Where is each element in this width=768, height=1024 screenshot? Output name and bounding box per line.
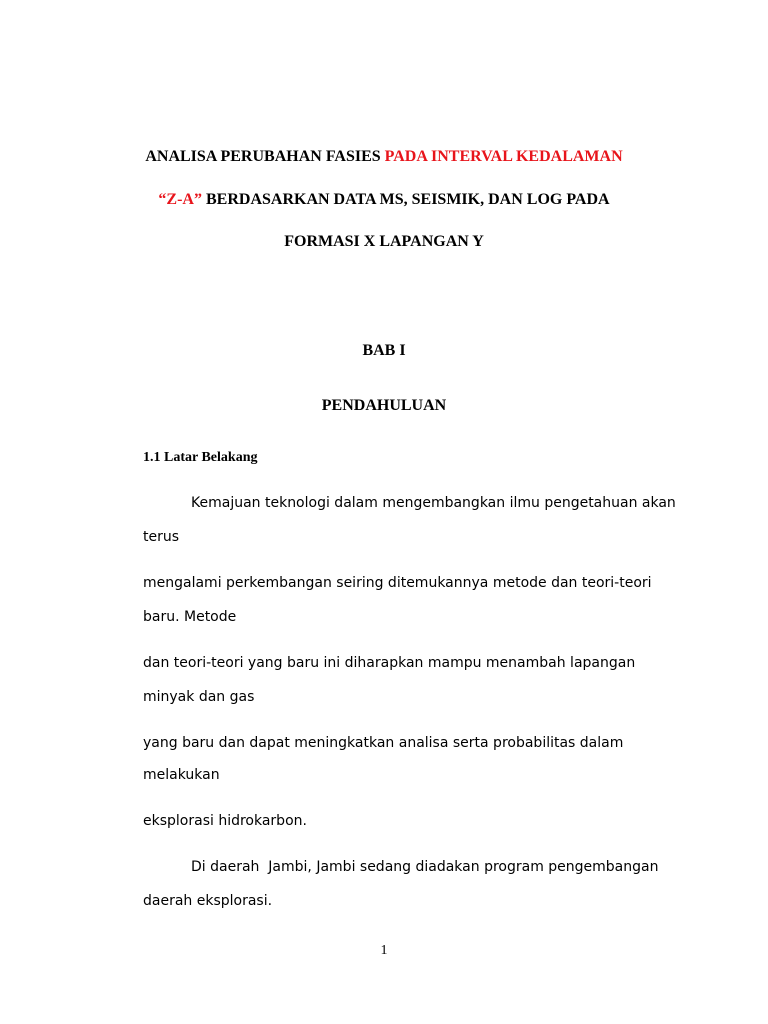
section-heading: 1.1 Latar Belakang [143, 450, 258, 465]
title-line-1-black: ANALISA PERUBAHAN FASIES [145, 148, 385, 165]
body-line: Di daerah Jambi, Jambi sedang diadakan program pengembangan [191, 859, 659, 875]
chapter-name: PENDAHULUAN [321, 397, 447, 414]
title-line-1-red: PADA INTERVAL KEDALAMAN [384, 148, 623, 165]
body-line: mengalami perkembangan seiring ditemukannya metode dan teori-teori [143, 575, 652, 591]
page-number: 1 [380, 943, 388, 958]
title-line-3: FORMASI X LAPANGAN Y [284, 233, 484, 250]
title-line-2 [0, 191, 768, 209]
body-line: daerah eksplorasi. [143, 893, 273, 909]
body-line: eksplorasi hidrokarbon. [143, 813, 307, 829]
chapter-number: BAB I [362, 342, 406, 359]
body-line: baru. Metode [143, 609, 237, 625]
title-line-2-black: BERDASARKAN DATA MS, SEISMIK, DAN LOG PADA [201, 191, 610, 208]
body-line: Kemajuan teknologi dalam mengembangkan ilmu pengetahuan akan [191, 495, 676, 511]
body-line: minyak dan gas [143, 689, 255, 705]
body-line: dan teori-teori yang baru ini diharapkan mampu menambah lapangan [143, 655, 636, 671]
body-line: terus [143, 529, 180, 545]
body-line: yang baru dan dapat meningkatkan analisa serta probabilitas dalam [143, 735, 624, 751]
body-line: melakukan [143, 767, 220, 783]
title-line-1 [0, 148, 768, 166]
title-line-2-red: “Z-A” [158, 191, 202, 208]
